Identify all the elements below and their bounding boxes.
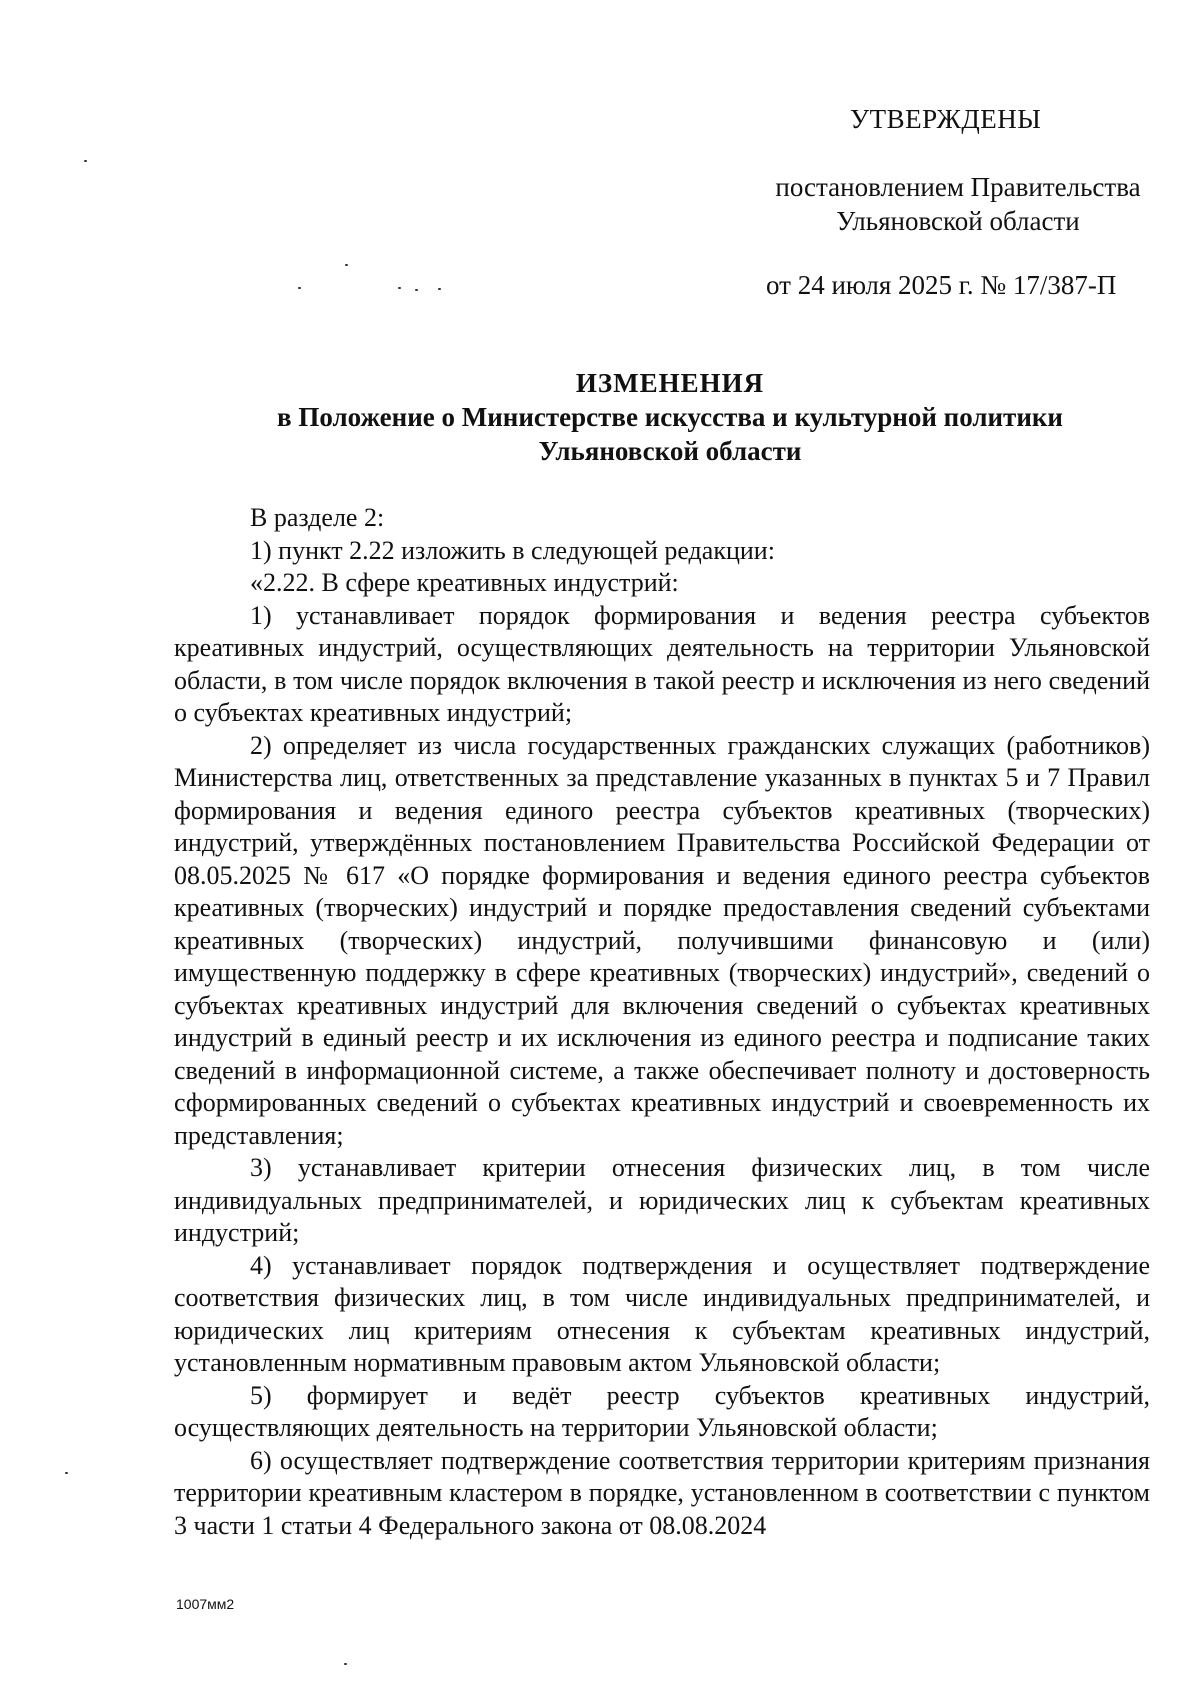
title-subtitle-line-1: в Положение о Министерстве искусства и культурной политики [277, 402, 1063, 432]
scan-speck [438, 288, 441, 290]
document-body [174, 502, 1150, 1542]
paragraph-item-intro: 1) пункт 2.22 изложить в следующей редакции: [250, 535, 775, 565]
paragraph-subitem-5: 5) формирует и ведёт реестр субъектов креативных индустрий, осуществляющих деятельность на территории Ульяновской области; [174, 1380, 1150, 1442]
paragraph-subitem-3: 3) устанавливает критерии отнесения физических лиц, в том числе индивидуальных предпринимателей, и юридических лиц к субъектам креативных индустрий; [174, 1153, 1150, 1247]
scan-speck [84, 160, 87, 162]
title-main: ИЗМЕНЕНИЯ [575, 368, 765, 398]
title-subtitle-line-2: Ульяновской области [538, 436, 802, 466]
resolution-line-1: постановлением Правительства [775, 172, 1141, 202]
scan-speck [344, 1663, 347, 1665]
paragraph-subitem-1: 1) устанавливает порядок формирования и ведения реестра субъектов креативных индустрий, осуществляющих деятельность на территории Ульяновской области, в том числе порядок включения в такой реестр и исключения из него сведений о субъектах креативных индустрий; [174, 600, 1150, 727]
scan-speck [298, 287, 301, 289]
paragraph-section-intro: В разделе 2: [250, 503, 385, 532]
approval-resolution [762, 170, 1154, 238]
resolution-date-number: от 24 июля 2025 г. № 17/387-П [766, 270, 1117, 300]
scan-speck [345, 264, 348, 266]
paragraph-subitem-6: 6) осуществляет подтверждение соответствия территории критериям признания территории креативным кластером в порядке, установленном в соответствии с пунктом 3 части 1 статьи 4 Федерального закона от 08.08.2024 [174, 1445, 1150, 1540]
document-title [230, 366, 1110, 468]
scan-speck [415, 289, 418, 291]
scan-speck [65, 1472, 68, 1474]
resolution-line-2: Ульяновской области [836, 206, 1080, 236]
paragraph-clause-heading: «2.22. В сфере креативных индустрий: [250, 568, 679, 597]
paragraph-subitem-2: 2) определяет из числа государственных гражданских служащих (работников) Министерства лиц, ответственных за представление указанных в пунктах 5 и 7 Правил формирования и ведения единого реестра субъектов креативных (творческих) индустрий, утверждённых постановлением Правительства Российской Федерации от 08.05.2025 № 617 «О порядке формирования и ведения единого реестра субъектов креативных (творческих) индустрий и порядке предоставления сведений субъектами креативных (творческих) индустрий, получившими финансовую и (или) имущественную поддержку в сфере креативных (творческих) индустрий», сведений о субъектах креативных индустрий для включения сведений о субъектах креативных индустрий в единый реестр и их исключения из единого реестра и подписание таких сведений в информационной системе, а также обеспечивает полноту и достоверность сформированных сведений о субъектах креативных индустрий и своевременность их представления; [174, 730, 1150, 1150]
approval-stamp: УТВЕРЖДЕНЫ [850, 104, 1042, 134]
scan-speck [398, 287, 401, 289]
footer-document-code: 1007мм2 [176, 1596, 235, 1612]
paragraph-subitem-4: 4) устанавливает порядок подтверждения и осуществляет подтверждение соответствия физических лиц, в том числе индивидуальных предпринимателей, и юридических лиц критериям отнесения к субъектам креативных индустрий, установленным нормативным правовым актом Ульяновской области; [174, 1250, 1150, 1377]
